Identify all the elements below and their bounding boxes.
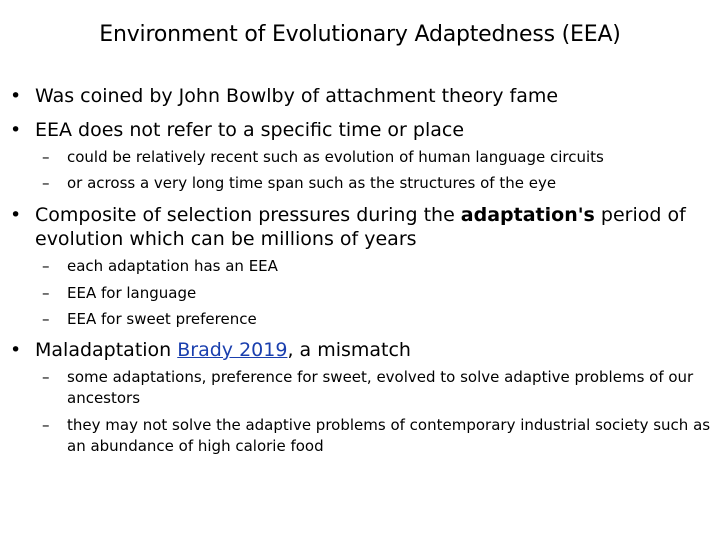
bullet-text <box>35 203 710 251</box>
sub-bullet-text: EEA for sweet preference <box>67 310 257 328</box>
sub-bullet-industrial <box>42 415 712 457</box>
sub-bullet-text: EEA for language <box>67 284 197 302</box>
bullet-text <box>35 338 710 362</box>
bullet-text: EEA does not refer to a specific time or place <box>35 119 465 141</box>
dash-marker: – <box>42 148 50 166</box>
text-segment: Composite of selection pressures during the <box>35 204 461 226</box>
bullet-composite <box>10 203 710 251</box>
text-segment: , a mismatch <box>287 339 411 361</box>
dash-marker: – <box>42 284 50 302</box>
sub-bullet-text: they may not solve the adaptive problems of contemporary industrial society such as an abundance of high calorie food <box>67 416 711 455</box>
sub-bullet-text: could be relatively recent such as evolution of human language circuits <box>67 148 604 166</box>
bullet-dot: • <box>10 119 22 141</box>
bullet-dot: • <box>10 339 22 361</box>
sub-bullet-text: or across a very long time span such as the structures of the eye <box>67 174 557 192</box>
dash-marker: – <box>42 416 50 434</box>
sub-bullet-each-adaptation <box>42 256 712 277</box>
slide-title: Environment of Evolutionary Adaptedness (EEA) <box>99 22 621 47</box>
dash-marker: – <box>42 174 50 192</box>
bullet-text: Was coined by John Bowlby of attachment theory fame <box>35 85 559 107</box>
sub-bullet-ancestors <box>42 367 712 409</box>
text-segment: Maladaptation <box>35 339 178 361</box>
sub-bullet-text: some adaptations, preference for sweet, evolved to solve adaptive problems of our ancestors <box>67 368 694 407</box>
brady-link[interactable]: Brady 2019 <box>177 339 288 361</box>
sub-bullet-recent <box>42 147 712 168</box>
sub-bullet-sweet <box>42 309 712 330</box>
dash-marker: – <box>42 310 50 328</box>
dash-marker: – <box>42 257 50 275</box>
bullet-not-specific <box>10 118 710 142</box>
bullet-coined <box>10 84 710 108</box>
bullet-dot: • <box>10 204 22 226</box>
bullet-dot: • <box>10 85 22 107</box>
text-segment: period of evolution which can be millions of years <box>35 204 686 250</box>
bullet-maladaptation <box>10 338 710 362</box>
sub-bullet-long-span <box>42 173 712 194</box>
bold-term: adaptation's <box>460 204 595 226</box>
sub-bullet-text: each adaptation has an EEA <box>67 257 278 275</box>
dash-marker: – <box>42 368 50 386</box>
sub-bullet-language <box>42 283 712 304</box>
